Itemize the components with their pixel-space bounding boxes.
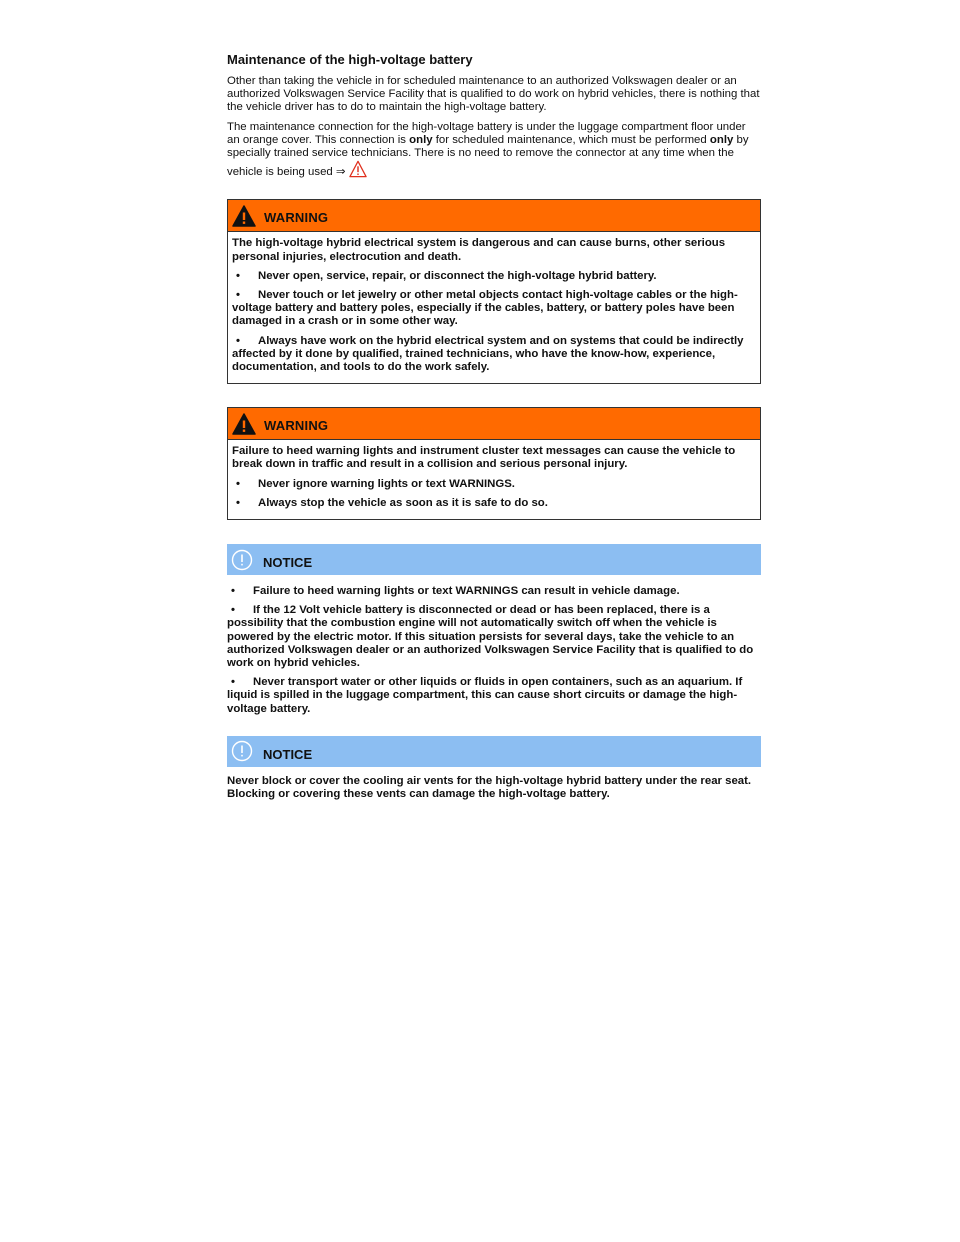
warning-triangle-icon[interactable] — [349, 160, 367, 178]
list-item: • Never touch or let jewelry or other metal objects contact high-voltage cables or the high-voltage battery and battery poles, especially if the cables, battery, or battery poles have been damaged in a crash or in some other way. — [232, 289, 738, 328]
list-item: • Never open, service, repair, or disconnect the high-voltage hybrid battery. — [236, 269, 657, 282]
notice-body — [227, 575, 761, 716]
warning-label: WARNING — [264, 418, 329, 434]
section-title: Maintenance of the high-voltage battery — [227, 52, 473, 67]
warning-list — [232, 270, 756, 374]
list-item: • Never ignore warning lights or text WARNINGS. — [236, 477, 515, 490]
list-item-text: Never ignore warning lights or text WARNINGS. — [258, 477, 515, 490]
list-item-text: Never open, service, repair, or disconnect the high-voltage hybrid battery. — [258, 269, 657, 282]
list-item: • Always stop the vehicle as soon as it is safe to do so. — [236, 496, 548, 509]
notice-list — [227, 585, 761, 716]
intro-paragraph: Other than taking the vehicle in for scheduled maintenance to an authorized Volkswagen dealer or an authorized Volkswagen Service Facility that is qualified to do work on hybrid vehicles, there is nothing that the vehicle driver has to do to maintain the high-voltage battery. — [227, 75, 760, 114]
notice-header — [227, 736, 761, 767]
warning-triangle-icon — [232, 205, 256, 227]
list-item-text: Never transport water or other liquids or fluids in open containers, such as an aquarium. If liquid is spilled in the luggage compartment, this can cause short circuits or damage the high-voltage battery. — [227, 676, 743, 715]
notice-label: NOTICE — [263, 555, 313, 571]
list-item: • Never transport water or other liquids or fluids in open containers, such as an aquarium. If liquid is spilled in the luggage compartment, this can cause short circuits or damage the high-voltage battery. — [227, 676, 743, 715]
exclamation-circle-icon — [231, 740, 253, 762]
list-item-text: Never touch or let jewelry or other metal objects contact high-voltage cables or the high-voltage battery and battery poles, especially if the cables, battery, or battery poles have been damaged in a crash or in some other way. — [232, 289, 738, 328]
list-item-text: Always have work on the hybrid electrical system and on systems that could be indirectly affected by it done by qualified, trained technicians, who have the know-how, experience, documentation, and tools to do the work safely. — [232, 334, 744, 374]
exclamation-circle-icon — [231, 549, 253, 571]
notice-body — [227, 767, 761, 801]
notice-label: NOTICE — [263, 746, 313, 762]
warning-lead: The high-voltage hybrid electrical system is dangerous and can cause burns, other serious personal injuries, electrocution and death. — [232, 237, 726, 263]
emphasis-only: only — [709, 133, 734, 146]
notice-text: Never block or cover the cooling air vents for the high-voltage hybrid battery under the rear seat. Blocking or covering these vents can damage the high-voltage battery. — [227, 774, 752, 801]
list-item-text: If the 12 Volt vehicle battery is disconnected or dead or has been replaced, there is a possibility that the combustion engine will not automatically switch off when the vehicle is powered by the electric motor. If this situation persists for several days, take the vehicle to an authorized Volkswagen dealer or an authorized Volkswagen Service Facility that is qualified to do work on hybrid vehicles. — [227, 604, 754, 670]
para-text: by specially trained service technicians. There is no need to remove the connector at any time when the vehicle is being used ⇒ — [227, 133, 749, 179]
warning-header — [228, 408, 760, 440]
para-text: The maintenance connection for the high-voltage battery is under the luggage compartment floor under an orange cover. This connection is — [227, 120, 746, 146]
warning-label: WARNING — [264, 210, 329, 226]
maintenance-connection-paragraph — [227, 121, 761, 180]
warning-lead: Failure to heed warning lights and instrument cluster text messages can cause the vehicle to break down in traffic and result in a collision and serious personal injury. — [232, 445, 736, 471]
list-item: • If the 12 Volt vehicle battery is disconnected or dead or has been replaced, there is a possibility that the combustion engine will not automatically switch off when the vehicle is powered by the electric motor. If this situation persists for several days, take the vehicle to an authorized Volkswagen dealer or an authorized Volkswagen Service Facility that is qualified to do work on hybrid vehicles. — [227, 604, 754, 670]
warning-box-warning-lights — [227, 407, 761, 520]
document-page — [227, 52, 761, 807]
para-text: for scheduled maintenance, which must be performed — [432, 133, 710, 146]
notice-header — [227, 544, 761, 575]
warning-header — [228, 200, 760, 232]
list-item-text: Always stop the vehicle as soon as it is safe to do so. — [258, 496, 548, 509]
list-item: • Always have work on the hybrid electrical system and on systems that could be indirectly affected by it done by qualified, trained technicians, who have the know-how, experience, documentation, and tools to do the work safely. — [232, 334, 744, 374]
emphasis-only: only — [409, 133, 433, 146]
warning-body — [228, 440, 760, 519]
warning-body — [228, 232, 760, 383]
list-item: • Failure to heed warning lights or text WARNINGS can result in vehicle damage. — [231, 585, 680, 598]
warning-list — [232, 478, 756, 510]
list-item-text: Failure to heed warning lights or text WARNINGS can result in vehicle damage. — [253, 585, 680, 598]
warning-box-high-voltage — [227, 199, 761, 384]
warning-triangle-icon — [232, 413, 256, 435]
